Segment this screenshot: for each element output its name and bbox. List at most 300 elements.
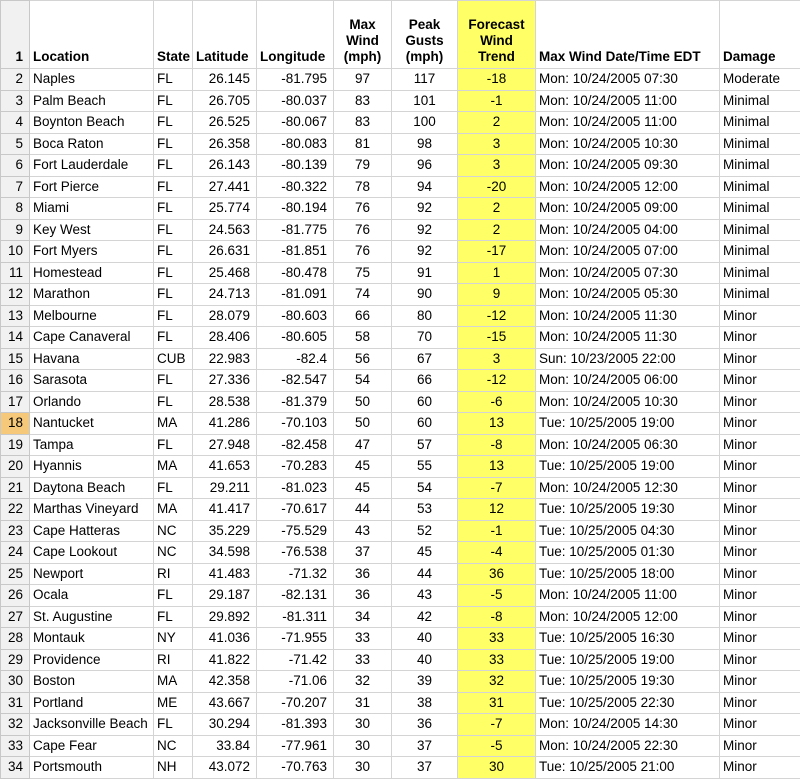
cell-max-wind[interactable]: 76 bbox=[334, 241, 392, 263]
cell-peak-gusts[interactable]: 39 bbox=[392, 671, 458, 693]
cell-forecast-trend[interactable]: 2 bbox=[458, 112, 536, 134]
cell-damage[interactable]: Minor bbox=[720, 735, 800, 757]
cell-longitude[interactable]: -82.4 bbox=[257, 348, 334, 370]
cell-location[interactable]: Portland bbox=[30, 692, 154, 714]
cell-latitude[interactable]: 28.406 bbox=[193, 327, 257, 349]
cell-longitude[interactable]: -80.139 bbox=[257, 155, 334, 177]
cell-location[interactable]: Fort Lauderdale bbox=[30, 155, 154, 177]
row-number[interactable]: 23 bbox=[1, 520, 30, 542]
cell-damage[interactable]: Minor bbox=[720, 391, 800, 413]
cell-latitude[interactable]: 26.631 bbox=[193, 241, 257, 263]
cell-forecast-trend[interactable]: 9 bbox=[458, 284, 536, 306]
cell-longitude[interactable]: -80.478 bbox=[257, 262, 334, 284]
cell-longitude[interactable]: -81.311 bbox=[257, 606, 334, 628]
cell-location[interactable]: Sarasota bbox=[30, 370, 154, 392]
cell-location[interactable]: Cape Canaveral bbox=[30, 327, 154, 349]
cell-forecast-trend[interactable]: 3 bbox=[458, 348, 536, 370]
cell-max-wind-date[interactable]: Mon: 10/24/2005 11:00 bbox=[536, 90, 720, 112]
cell-forecast-trend[interactable]: 33 bbox=[458, 649, 536, 671]
cell-max-wind-date[interactable]: Mon: 10/24/2005 11:00 bbox=[536, 585, 720, 607]
cell-max-wind[interactable]: 30 bbox=[334, 757, 392, 779]
cell-max-wind-date[interactable]: Tue: 10/25/2005 21:00 bbox=[536, 757, 720, 779]
cell-forecast-trend[interactable]: -18 bbox=[458, 69, 536, 91]
row-number[interactable]: 21 bbox=[1, 477, 30, 499]
cell-latitude[interactable]: 43.667 bbox=[193, 692, 257, 714]
cell-forecast-trend[interactable]: -5 bbox=[458, 735, 536, 757]
cell-max-wind-date[interactable]: Tue: 10/25/2005 16:30 bbox=[536, 628, 720, 650]
cell-state[interactable]: FL bbox=[154, 714, 193, 736]
cell-forecast-trend[interactable]: 32 bbox=[458, 671, 536, 693]
cell-max-wind-date[interactable]: Tue: 10/25/2005 22:30 bbox=[536, 692, 720, 714]
cell-peak-gusts[interactable]: 66 bbox=[392, 370, 458, 392]
cell-max-wind-date[interactable]: Tue: 10/25/2005 19:00 bbox=[536, 456, 720, 478]
cell-max-wind[interactable]: 78 bbox=[334, 176, 392, 198]
cell-forecast-trend[interactable]: 30 bbox=[458, 757, 536, 779]
cell-peak-gusts[interactable]: 94 bbox=[392, 176, 458, 198]
row-number[interactable]: 30 bbox=[1, 671, 30, 693]
row-number[interactable]: 19 bbox=[1, 434, 30, 456]
cell-damage[interactable]: Minor bbox=[720, 413, 800, 435]
cell-latitude[interactable]: 41.653 bbox=[193, 456, 257, 478]
cell-max-wind[interactable]: 56 bbox=[334, 348, 392, 370]
cell-location[interactable]: Jacksonville Beach bbox=[30, 714, 154, 736]
cell-latitude[interactable]: 25.468 bbox=[193, 262, 257, 284]
cell-location[interactable]: Boston bbox=[30, 671, 154, 693]
cell-max-wind-date[interactable]: Mon: 10/24/2005 04:00 bbox=[536, 219, 720, 241]
header-latitude[interactable]: Latitude bbox=[193, 1, 257, 69]
cell-peak-gusts[interactable]: 36 bbox=[392, 714, 458, 736]
cell-peak-gusts[interactable]: 92 bbox=[392, 241, 458, 263]
cell-max-wind-date[interactable]: Mon: 10/24/2005 05:30 bbox=[536, 284, 720, 306]
cell-damage[interactable]: Minimal bbox=[720, 241, 800, 263]
cell-longitude[interactable]: -81.775 bbox=[257, 219, 334, 241]
row-number[interactable]: 16 bbox=[1, 370, 30, 392]
row-number[interactable]: 14 bbox=[1, 327, 30, 349]
cell-peak-gusts[interactable]: 54 bbox=[392, 477, 458, 499]
cell-max-wind-date[interactable]: Tue: 10/25/2005 04:30 bbox=[536, 520, 720, 542]
row-number[interactable]: 8 bbox=[1, 198, 30, 220]
cell-longitude[interactable]: -81.795 bbox=[257, 69, 334, 91]
cell-damage[interactable]: Minor bbox=[720, 542, 800, 564]
cell-max-wind[interactable]: 83 bbox=[334, 90, 392, 112]
cell-forecast-trend[interactable]: 3 bbox=[458, 155, 536, 177]
cell-max-wind-date[interactable]: Mon: 10/24/2005 06:30 bbox=[536, 434, 720, 456]
cell-location[interactable]: Key West bbox=[30, 219, 154, 241]
row-number[interactable]: 28 bbox=[1, 628, 30, 650]
cell-state[interactable]: FL bbox=[154, 241, 193, 263]
cell-state[interactable]: FL bbox=[154, 198, 193, 220]
cell-peak-gusts[interactable]: 43 bbox=[392, 585, 458, 607]
cell-location[interactable]: Cape Fear bbox=[30, 735, 154, 757]
cell-max-wind[interactable]: 33 bbox=[334, 649, 392, 671]
cell-forecast-trend[interactable]: -12 bbox=[458, 305, 536, 327]
cell-max-wind[interactable]: 50 bbox=[334, 413, 392, 435]
cell-peak-gusts[interactable]: 60 bbox=[392, 391, 458, 413]
cell-location[interactable]: Newport bbox=[30, 563, 154, 585]
cell-longitude[interactable]: -80.083 bbox=[257, 133, 334, 155]
row-number[interactable]: 27 bbox=[1, 606, 30, 628]
cell-peak-gusts[interactable]: 100 bbox=[392, 112, 458, 134]
cell-location[interactable]: Cape Lookout bbox=[30, 542, 154, 564]
cell-latitude[interactable]: 35.229 bbox=[193, 520, 257, 542]
cell-state[interactable]: NH bbox=[154, 757, 193, 779]
cell-longitude[interactable]: -81.379 bbox=[257, 391, 334, 413]
cell-latitude[interactable]: 26.525 bbox=[193, 112, 257, 134]
cell-forecast-trend[interactable]: -12 bbox=[458, 370, 536, 392]
cell-longitude[interactable]: -70.617 bbox=[257, 499, 334, 521]
cell-max-wind[interactable]: 54 bbox=[334, 370, 392, 392]
cell-max-wind-date[interactable]: Sun: 10/23/2005 22:00 bbox=[536, 348, 720, 370]
cell-state[interactable]: FL bbox=[154, 477, 193, 499]
cell-state[interactable]: NC bbox=[154, 735, 193, 757]
cell-peak-gusts[interactable]: 37 bbox=[392, 735, 458, 757]
cell-location[interactable]: Palm Beach bbox=[30, 90, 154, 112]
row-number[interactable]: 25 bbox=[1, 563, 30, 585]
cell-peak-gusts[interactable]: 91 bbox=[392, 262, 458, 284]
cell-max-wind-date[interactable]: Mon: 10/24/2005 11:00 bbox=[536, 112, 720, 134]
cell-max-wind[interactable]: 50 bbox=[334, 391, 392, 413]
cell-latitude[interactable]: 26.358 bbox=[193, 133, 257, 155]
row-number[interactable]: 12 bbox=[1, 284, 30, 306]
cell-max-wind[interactable]: 34 bbox=[334, 606, 392, 628]
cell-latitude[interactable]: 24.563 bbox=[193, 219, 257, 241]
cell-longitude[interactable]: -80.194 bbox=[257, 198, 334, 220]
cell-latitude[interactable]: 26.143 bbox=[193, 155, 257, 177]
cell-peak-gusts[interactable]: 40 bbox=[392, 628, 458, 650]
cell-peak-gusts[interactable]: 45 bbox=[392, 542, 458, 564]
cell-state[interactable]: NC bbox=[154, 542, 193, 564]
cell-longitude[interactable]: -77.961 bbox=[257, 735, 334, 757]
cell-max-wind-date[interactable]: Tue: 10/25/2005 19:30 bbox=[536, 499, 720, 521]
cell-max-wind-date[interactable]: Tue: 10/25/2005 19:00 bbox=[536, 649, 720, 671]
cell-location[interactable]: Daytona Beach bbox=[30, 477, 154, 499]
cell-damage[interactable]: Minor bbox=[720, 714, 800, 736]
cell-latitude[interactable]: 43.072 bbox=[193, 757, 257, 779]
cell-state[interactable]: FL bbox=[154, 112, 193, 134]
cell-max-wind[interactable]: 37 bbox=[334, 542, 392, 564]
cell-latitude[interactable]: 29.892 bbox=[193, 606, 257, 628]
cell-longitude[interactable]: -81.023 bbox=[257, 477, 334, 499]
cell-max-wind-date[interactable]: Mon: 10/24/2005 11:30 bbox=[536, 327, 720, 349]
cell-location[interactable]: Fort Myers bbox=[30, 241, 154, 263]
header-forecast-wind-trend[interactable] bbox=[458, 1, 536, 69]
cell-location[interactable]: Boynton Beach bbox=[30, 112, 154, 134]
cell-state[interactable]: FL bbox=[154, 305, 193, 327]
cell-max-wind[interactable]: 36 bbox=[334, 563, 392, 585]
cell-damage[interactable]: Minor bbox=[720, 348, 800, 370]
cell-max-wind-date[interactable]: Tue: 10/25/2005 19:30 bbox=[536, 671, 720, 693]
cell-max-wind-date[interactable]: Tue: 10/25/2005 01:30 bbox=[536, 542, 720, 564]
cell-location[interactable]: Nantucket bbox=[30, 413, 154, 435]
row-number[interactable]: 31 bbox=[1, 692, 30, 714]
header-damage[interactable]: Damage bbox=[720, 1, 800, 69]
cell-longitude[interactable]: -82.547 bbox=[257, 370, 334, 392]
cell-state[interactable]: FL bbox=[154, 606, 193, 628]
cell-longitude[interactable]: -80.322 bbox=[257, 176, 334, 198]
cell-longitude[interactable]: -70.763 bbox=[257, 757, 334, 779]
row-number[interactable]: 18 bbox=[1, 413, 30, 435]
row-number[interactable]: 15 bbox=[1, 348, 30, 370]
cell-location[interactable]: St. Augustine bbox=[30, 606, 154, 628]
row-number[interactable]: 33 bbox=[1, 735, 30, 757]
cell-peak-gusts[interactable]: 80 bbox=[392, 305, 458, 327]
cell-peak-gusts[interactable]: 92 bbox=[392, 219, 458, 241]
cell-max-wind[interactable]: 31 bbox=[334, 692, 392, 714]
cell-damage[interactable]: Minor bbox=[720, 563, 800, 585]
row-number[interactable]: 10 bbox=[1, 241, 30, 263]
cell-peak-gusts[interactable]: 53 bbox=[392, 499, 458, 521]
row-number[interactable]: 2 bbox=[1, 69, 30, 91]
cell-max-wind[interactable]: 97 bbox=[334, 69, 392, 91]
cell-forecast-trend[interactable]: -1 bbox=[458, 90, 536, 112]
cell-forecast-trend[interactable]: 2 bbox=[458, 219, 536, 241]
cell-location[interactable]: Cape Hatteras bbox=[30, 520, 154, 542]
cell-location[interactable]: Providence bbox=[30, 649, 154, 671]
row-number[interactable]: 7 bbox=[1, 176, 30, 198]
cell-max-wind[interactable]: 30 bbox=[334, 714, 392, 736]
row-number[interactable]: 6 bbox=[1, 155, 30, 177]
cell-max-wind[interactable]: 30 bbox=[334, 735, 392, 757]
cell-forecast-trend[interactable]: -1 bbox=[458, 520, 536, 542]
cell-longitude[interactable]: -75.529 bbox=[257, 520, 334, 542]
cell-state[interactable]: RI bbox=[154, 649, 193, 671]
cell-damage[interactable]: Minor bbox=[720, 477, 800, 499]
header-max-wind-date[interactable]: Max Wind Date/Time EDT bbox=[536, 1, 720, 69]
cell-peak-gusts[interactable]: 117 bbox=[392, 69, 458, 91]
cell-longitude[interactable]: -80.037 bbox=[257, 90, 334, 112]
cell-damage[interactable]: Minor bbox=[720, 434, 800, 456]
cell-max-wind-date[interactable]: Mon: 10/24/2005 10:30 bbox=[536, 133, 720, 155]
cell-max-wind-date[interactable]: Mon: 10/24/2005 09:30 bbox=[536, 155, 720, 177]
row-number[interactable]: 13 bbox=[1, 305, 30, 327]
cell-longitude[interactable]: -70.283 bbox=[257, 456, 334, 478]
cell-latitude[interactable]: 29.187 bbox=[193, 585, 257, 607]
cell-forecast-trend[interactable]: 1 bbox=[458, 262, 536, 284]
cell-state[interactable]: FL bbox=[154, 176, 193, 198]
header-state[interactable]: State bbox=[154, 1, 193, 69]
cell-state[interactable]: FL bbox=[154, 155, 193, 177]
cell-max-wind-date[interactable]: Mon: 10/24/2005 10:30 bbox=[536, 391, 720, 413]
cell-location[interactable]: Marathon bbox=[30, 284, 154, 306]
cell-peak-gusts[interactable]: 70 bbox=[392, 327, 458, 349]
cell-damage[interactable]: Minimal bbox=[720, 155, 800, 177]
row-number[interactable]: 34 bbox=[1, 757, 30, 779]
cell-max-wind-date[interactable]: Mon: 10/24/2005 07:30 bbox=[536, 69, 720, 91]
cell-damage[interactable]: Minor bbox=[720, 692, 800, 714]
cell-max-wind-date[interactable]: Mon: 10/24/2005 11:30 bbox=[536, 305, 720, 327]
cell-forecast-trend[interactable]: 2 bbox=[458, 198, 536, 220]
cell-location[interactable]: Orlando bbox=[30, 391, 154, 413]
cell-damage[interactable]: Minor bbox=[720, 606, 800, 628]
cell-location[interactable]: Naples bbox=[30, 69, 154, 91]
row-number[interactable]: 11 bbox=[1, 262, 30, 284]
cell-state[interactable]: FL bbox=[154, 585, 193, 607]
cell-max-wind-date[interactable]: Mon: 10/24/2005 12:00 bbox=[536, 176, 720, 198]
cell-latitude[interactable]: 33.84 bbox=[193, 735, 257, 757]
cell-latitude[interactable]: 26.145 bbox=[193, 69, 257, 91]
cell-state[interactable]: NY bbox=[154, 628, 193, 650]
row-number[interactable]: 1 bbox=[1, 1, 30, 69]
cell-damage[interactable]: Minimal bbox=[720, 112, 800, 134]
cell-max-wind[interactable]: 66 bbox=[334, 305, 392, 327]
cell-longitude[interactable]: -76.538 bbox=[257, 542, 334, 564]
cell-damage[interactable]: Minimal bbox=[720, 176, 800, 198]
cell-max-wind[interactable]: 76 bbox=[334, 198, 392, 220]
cell-damage[interactable]: Minor bbox=[720, 327, 800, 349]
cell-longitude[interactable]: -80.605 bbox=[257, 327, 334, 349]
cell-damage[interactable]: Moderate bbox=[720, 69, 800, 91]
cell-location[interactable]: Ocala bbox=[30, 585, 154, 607]
cell-forecast-trend[interactable]: -17 bbox=[458, 241, 536, 263]
cell-peak-gusts[interactable]: 96 bbox=[392, 155, 458, 177]
cell-longitude[interactable]: -81.851 bbox=[257, 241, 334, 263]
cell-latitude[interactable]: 41.286 bbox=[193, 413, 257, 435]
cell-peak-gusts[interactable]: 52 bbox=[392, 520, 458, 542]
row-number[interactable]: 22 bbox=[1, 499, 30, 521]
row-number[interactable]: 32 bbox=[1, 714, 30, 736]
row-number[interactable]: 5 bbox=[1, 133, 30, 155]
cell-peak-gusts[interactable]: 98 bbox=[392, 133, 458, 155]
cell-latitude[interactable]: 27.948 bbox=[193, 434, 257, 456]
cell-location[interactable]: Montauk bbox=[30, 628, 154, 650]
cell-max-wind[interactable]: 32 bbox=[334, 671, 392, 693]
cell-location[interactable]: Tampa bbox=[30, 434, 154, 456]
cell-longitude[interactable]: -80.603 bbox=[257, 305, 334, 327]
cell-damage[interactable]: Minor bbox=[720, 671, 800, 693]
cell-damage[interactable]: Minimal bbox=[720, 262, 800, 284]
header-location[interactable]: Location bbox=[30, 1, 154, 69]
cell-damage[interactable]: Minor bbox=[720, 520, 800, 542]
cell-max-wind[interactable]: 58 bbox=[334, 327, 392, 349]
cell-state[interactable]: FL bbox=[154, 69, 193, 91]
cell-state[interactable]: CUB bbox=[154, 348, 193, 370]
cell-damage[interactable]: Minor bbox=[720, 757, 800, 779]
cell-state[interactable]: ME bbox=[154, 692, 193, 714]
cell-state[interactable]: FL bbox=[154, 370, 193, 392]
cell-longitude[interactable]: -81.091 bbox=[257, 284, 334, 306]
cell-damage[interactable]: Minor bbox=[720, 499, 800, 521]
cell-state[interactable]: MA bbox=[154, 456, 193, 478]
cell-state[interactable]: FL bbox=[154, 327, 193, 349]
row-number[interactable]: 4 bbox=[1, 112, 30, 134]
cell-max-wind[interactable]: 75 bbox=[334, 262, 392, 284]
cell-state[interactable]: FL bbox=[154, 219, 193, 241]
cell-peak-gusts[interactable]: 57 bbox=[392, 434, 458, 456]
cell-latitude[interactable]: 28.079 bbox=[193, 305, 257, 327]
cell-max-wind-date[interactable]: Mon: 10/24/2005 12:00 bbox=[536, 606, 720, 628]
cell-state[interactable]: FL bbox=[154, 434, 193, 456]
cell-max-wind[interactable]: 36 bbox=[334, 585, 392, 607]
cell-latitude[interactable]: 41.822 bbox=[193, 649, 257, 671]
cell-damage[interactable]: Minimal bbox=[720, 133, 800, 155]
cell-max-wind[interactable]: 81 bbox=[334, 133, 392, 155]
cell-latitude[interactable]: 28.538 bbox=[193, 391, 257, 413]
cell-forecast-trend[interactable]: 13 bbox=[458, 456, 536, 478]
cell-location[interactable]: Hyannis bbox=[30, 456, 154, 478]
cell-state[interactable]: MA bbox=[154, 671, 193, 693]
cell-peak-gusts[interactable]: 92 bbox=[392, 198, 458, 220]
cell-latitude[interactable]: 41.483 bbox=[193, 563, 257, 585]
cell-max-wind[interactable]: 83 bbox=[334, 112, 392, 134]
cell-forecast-trend[interactable]: -8 bbox=[458, 434, 536, 456]
row-number[interactable]: 9 bbox=[1, 219, 30, 241]
cell-forecast-trend[interactable]: -20 bbox=[458, 176, 536, 198]
cell-location[interactable]: Fort Pierce bbox=[30, 176, 154, 198]
cell-state[interactable]: FL bbox=[154, 133, 193, 155]
cell-forecast-trend[interactable]: 36 bbox=[458, 563, 536, 585]
cell-forecast-trend[interactable]: -4 bbox=[458, 542, 536, 564]
cell-max-wind-date[interactable]: Mon: 10/24/2005 07:30 bbox=[536, 262, 720, 284]
cell-state[interactable]: MA bbox=[154, 499, 193, 521]
cell-max-wind[interactable]: 47 bbox=[334, 434, 392, 456]
cell-longitude[interactable]: -70.207 bbox=[257, 692, 334, 714]
cell-max-wind[interactable]: 45 bbox=[334, 456, 392, 478]
cell-damage[interactable]: Minor bbox=[720, 628, 800, 650]
cell-longitude[interactable]: -80.067 bbox=[257, 112, 334, 134]
cell-damage[interactable]: Minimal bbox=[720, 219, 800, 241]
cell-damage[interactable]: Minimal bbox=[720, 284, 800, 306]
cell-peak-gusts[interactable]: 101 bbox=[392, 90, 458, 112]
cell-max-wind[interactable]: 74 bbox=[334, 284, 392, 306]
cell-max-wind[interactable]: 44 bbox=[334, 499, 392, 521]
row-number[interactable]: 24 bbox=[1, 542, 30, 564]
cell-state[interactable]: NC bbox=[154, 520, 193, 542]
cell-max-wind-date[interactable]: Mon: 10/24/2005 12:30 bbox=[536, 477, 720, 499]
cell-forecast-trend[interactable]: 3 bbox=[458, 133, 536, 155]
cell-peak-gusts[interactable]: 90 bbox=[392, 284, 458, 306]
header-max-wind[interactable] bbox=[334, 1, 392, 69]
cell-latitude[interactable]: 26.705 bbox=[193, 90, 257, 112]
cell-peak-gusts[interactable]: 38 bbox=[392, 692, 458, 714]
cell-max-wind[interactable]: 45 bbox=[334, 477, 392, 499]
cell-state[interactable]: FL bbox=[154, 391, 193, 413]
cell-damage[interactable]: Minor bbox=[720, 585, 800, 607]
cell-longitude[interactable]: -71.32 bbox=[257, 563, 334, 585]
row-number[interactable]: 3 bbox=[1, 90, 30, 112]
cell-latitude[interactable]: 25.774 bbox=[193, 198, 257, 220]
cell-forecast-trend[interactable]: -8 bbox=[458, 606, 536, 628]
cell-peak-gusts[interactable]: 40 bbox=[392, 649, 458, 671]
cell-max-wind-date[interactable]: Tue: 10/25/2005 18:00 bbox=[536, 563, 720, 585]
cell-latitude[interactable]: 24.713 bbox=[193, 284, 257, 306]
cell-longitude[interactable]: -82.458 bbox=[257, 434, 334, 456]
cell-forecast-trend[interactable]: -7 bbox=[458, 714, 536, 736]
cell-forecast-trend[interactable]: 33 bbox=[458, 628, 536, 650]
cell-peak-gusts[interactable]: 60 bbox=[392, 413, 458, 435]
row-number[interactable]: 29 bbox=[1, 649, 30, 671]
cell-peak-gusts[interactable]: 42 bbox=[392, 606, 458, 628]
cell-peak-gusts[interactable]: 44 bbox=[392, 563, 458, 585]
cell-location[interactable]: Miami bbox=[30, 198, 154, 220]
cell-max-wind[interactable]: 76 bbox=[334, 219, 392, 241]
cell-longitude[interactable]: -71.955 bbox=[257, 628, 334, 650]
header-peak-gusts[interactable] bbox=[392, 1, 458, 69]
cell-location[interactable]: Boca Raton bbox=[30, 133, 154, 155]
cell-damage[interactable]: Minor bbox=[720, 649, 800, 671]
cell-forecast-trend[interactable]: 12 bbox=[458, 499, 536, 521]
cell-location[interactable]: Havana bbox=[30, 348, 154, 370]
cell-latitude[interactable]: 29.211 bbox=[193, 477, 257, 499]
cell-max-wind[interactable]: 33 bbox=[334, 628, 392, 650]
cell-forecast-trend[interactable]: 13 bbox=[458, 413, 536, 435]
cell-max-wind-date[interactable]: Mon: 10/24/2005 07:00 bbox=[536, 241, 720, 263]
cell-max-wind[interactable]: 79 bbox=[334, 155, 392, 177]
cell-longitude[interactable]: -81.393 bbox=[257, 714, 334, 736]
cell-longitude[interactable]: -70.103 bbox=[257, 413, 334, 435]
cell-max-wind-date[interactable]: Mon: 10/24/2005 09:00 bbox=[536, 198, 720, 220]
cell-max-wind-date[interactable]: Mon: 10/24/2005 14:30 bbox=[536, 714, 720, 736]
cell-state[interactable]: FL bbox=[154, 90, 193, 112]
